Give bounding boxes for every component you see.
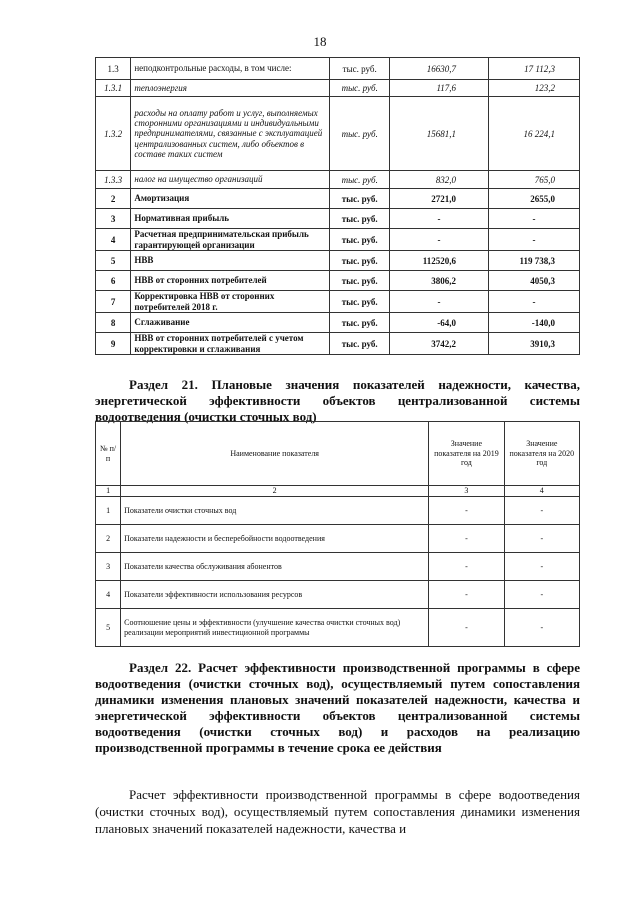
row-number: 8 — [96, 313, 131, 333]
budget-table — [95, 57, 580, 355]
value-2020: 4050,3 — [489, 271, 580, 291]
row-unit: тыс. руб. — [330, 229, 390, 251]
value-2020: - — [504, 581, 579, 609]
row-number: 5 — [96, 251, 131, 271]
row-name: Амортизация — [131, 189, 330, 209]
row-name: НВВ от сторонних потребителей — [131, 271, 330, 291]
row-unit: тыс. руб. — [330, 313, 390, 333]
col-number: 3 — [429, 486, 504, 497]
value-2020: 119 738,3 — [489, 251, 580, 271]
table-row — [96, 251, 580, 271]
indicator-name: Показатели очистки сточных вод — [121, 497, 429, 525]
row-unit: тыс. руб. — [330, 271, 390, 291]
value-2019: 832,0 — [390, 171, 489, 189]
row-unit: тыс. руб. — [330, 171, 390, 189]
row-name: Расчетная предпринимательская прибыль гарантирующей организации — [131, 229, 330, 251]
row-name: НВВ от сторонних потребителей с учетом корректировки и сглаживания — [131, 333, 330, 355]
page-number: 18 — [313, 34, 327, 49]
row-number: 3 — [96, 209, 131, 229]
value-2019: 2721,0 — [390, 189, 489, 209]
row-number: 9 — [96, 333, 131, 355]
indicator-name: Показатели надежности и бесперебойности водоотведения — [121, 525, 429, 553]
value-2020: 16 224,1 — [489, 97, 580, 171]
table-row — [96, 553, 580, 581]
row-unit: тыс. руб. — [330, 333, 390, 355]
row-name: налог на имущество организаций — [131, 171, 330, 189]
indicator-name: Соотношение цены и эффективности (улучшение качества очистки сточных вод) реализации мероприятий инвестиционной программы — [121, 609, 429, 647]
col-number: 1 — [96, 486, 121, 497]
row-number: 4 — [96, 581, 121, 609]
value-2019: 112520,6 — [390, 251, 489, 271]
table-row — [96, 271, 580, 291]
header-name: Наименование показателя — [121, 422, 429, 486]
row-unit: тыс. руб. — [330, 209, 390, 229]
value-2019: - — [390, 229, 489, 251]
table-row — [96, 58, 580, 80]
row-number: 4 — [96, 229, 131, 251]
row-number: 1.3 — [96, 58, 131, 80]
row-name: теплоэнергия — [131, 80, 330, 97]
row-unit: тыс. руб. — [330, 291, 390, 313]
value-2019: - — [429, 581, 504, 609]
value-2019: 3742,2 — [390, 333, 489, 355]
row-name: Нормативная прибыль — [131, 209, 330, 229]
table-row — [96, 497, 580, 525]
value-2019: - — [429, 553, 504, 581]
table-row — [96, 581, 580, 609]
row-number: 2 — [96, 525, 121, 553]
value-2019: - — [390, 291, 489, 313]
table-row — [96, 291, 580, 313]
value-2020: 17 112,3 — [489, 58, 580, 80]
table-row — [96, 313, 580, 333]
section-22-heading: Раздел 22. Расчет эффективности производственной программы в сфере водоотведения (очистки сточных вод), осуществляемый путем сопоставления динамики изменения плановых значений показателей надежности, качества и энергетической эффективности объектов централизованной системы водоотведения (очистки сточных вод) и расходов на реализацию производственной программы в течение срока ее действия — [95, 660, 580, 755]
value-2020: 2655,0 — [489, 189, 580, 209]
value-2019: - — [390, 209, 489, 229]
col-number: 4 — [504, 486, 579, 497]
value-2019: -64,0 — [390, 313, 489, 333]
row-number: 1 — [96, 497, 121, 525]
row-number: 3 — [96, 553, 121, 581]
row-unit: тыс. руб. — [330, 251, 390, 271]
table-row — [96, 189, 580, 209]
row-name: Корректировка НВВ от сторонних потребителей 2018 г. — [131, 291, 330, 313]
table-row — [96, 209, 580, 229]
table-row — [96, 333, 580, 355]
value-2020: - — [504, 497, 579, 525]
row-number: 7 — [96, 291, 131, 313]
value-2019: 16630,7 — [390, 58, 489, 80]
row-name: Сглаживание — [131, 313, 330, 333]
value-2020: - — [504, 609, 579, 647]
row-number: 6 — [96, 271, 131, 291]
row-unit: тыс. руб. — [330, 58, 390, 80]
row-number: 1.3.1 — [96, 80, 131, 97]
row-name: НВВ — [131, 251, 330, 271]
header-num: № п/п — [96, 422, 121, 486]
value-2020: -140,0 — [489, 313, 580, 333]
column-number-row — [96, 486, 580, 497]
body-paragraph: Расчет эффективности производственной программы в сфере водоотведения (очистки сточных вод), осуществляемый путем сопоставления динамики изменения плановых значений показателей надежности, качества и — [95, 787, 580, 836]
section-21-heading: Раздел 21. Плановые значения показателей надежности, качества, энергетической эффективности объектов централизованной системы водоотведения (очистки сточных вод) — [95, 377, 580, 424]
table-row — [96, 97, 580, 171]
value-2019: - — [429, 497, 504, 525]
value-2020: - — [489, 229, 580, 251]
indicators-table — [95, 421, 580, 647]
indicator-name: Показатели эффективности использования ресурсов — [121, 581, 429, 609]
col-number: 2 — [121, 486, 429, 497]
value-2020: 765,0 — [489, 171, 580, 189]
table-row — [96, 609, 580, 647]
table-row — [96, 229, 580, 251]
row-unit: тыс. руб. — [330, 189, 390, 209]
table-header-row — [96, 422, 580, 486]
value-2020: - — [504, 525, 579, 553]
row-number: 5 — [96, 609, 121, 647]
header-2020: Значение показателя на 2020 год — [504, 422, 579, 486]
value-2020: - — [489, 291, 580, 313]
value-2019: 15681,1 — [390, 97, 489, 171]
value-2020: - — [504, 553, 579, 581]
value-2020: - — [489, 209, 580, 229]
row-name: неподконтрольные расходы, в том числе: — [131, 58, 330, 80]
table-row — [96, 525, 580, 553]
row-number: 2 — [96, 189, 131, 209]
row-number: 1.3.3 — [96, 171, 131, 189]
value-2019: - — [429, 609, 504, 647]
value-2020: 123,2 — [489, 80, 580, 97]
value-2020: 3910,3 — [489, 333, 580, 355]
row-unit: тыс. руб. — [330, 80, 390, 97]
value-2019: - — [429, 525, 504, 553]
row-number: 1.3.2 — [96, 97, 131, 171]
indicator-name: Показатели качества обслуживания абонентов — [121, 553, 429, 581]
row-unit: тыс. руб. — [330, 97, 390, 171]
value-2019: 117,6 — [390, 80, 489, 97]
table-row — [96, 80, 580, 97]
table-row — [96, 171, 580, 189]
value-2019: 3806,2 — [390, 271, 489, 291]
row-name: расходы на оплату работ и услуг, выполняемых сторонними организациями и индивидуальными предпринимателями, связанные с эксплуатацией централизованных систем, либо объектов в составе таких систем — [131, 97, 330, 171]
header-2019: Значение показателя на 2019 год — [429, 422, 504, 486]
